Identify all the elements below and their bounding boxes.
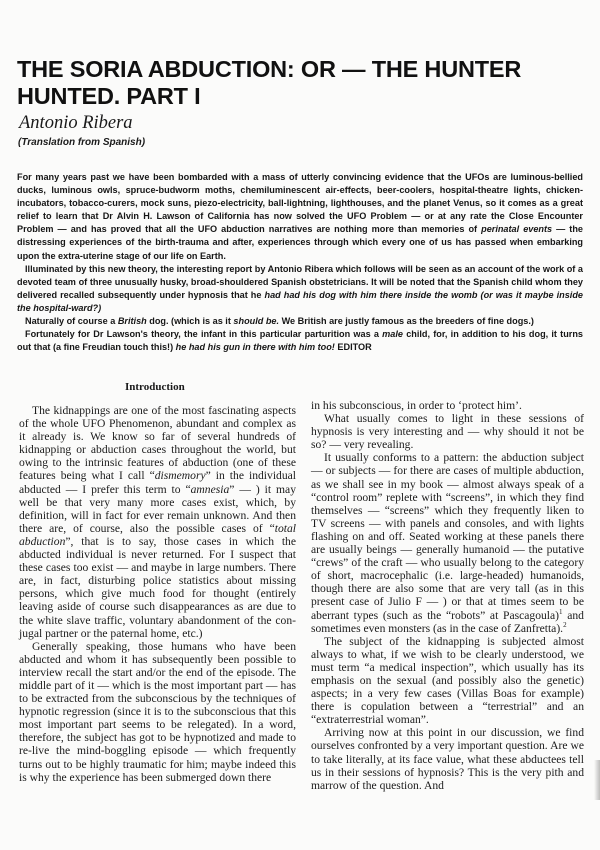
editorial-paragraph (17, 315, 583, 328)
emphasis-text: amnesia (190, 482, 230, 496)
text-run: We British are justly famous as the breeders of fine dogs.) (279, 316, 534, 327)
body-paragraph: Arriving now at this point in our discussion, we find ourselves confronted by a very important question. Are we to take literally, at its face value, what these abductees tell us in their sessions of hypnosis? This is the very pith and marrow of the question. And (311, 726, 584, 792)
text-run: child, for, in addition to his dog, it turns out that (a fine Freudian touch this!) (17, 329, 583, 353)
body-paragraph: Generally speaking, those humans who have been abducted and whom it has subsequently been possible to interview recall the start and/or the end of the episode. The middle part of it — which is the most important part — has to be extracted from the subconscious by the techniques of hypnotic regression (since it is to the subconscious that this most important part seems to be relegated). In a word, therefore, the subject has got to be hypnotized and made to re-live the mind-boggling episode — which frequently turns out to be highly traumatic for him; maybe indeed this is why the experience has been submerged down there (19, 639, 296, 784)
editorial-paragraph (17, 171, 583, 263)
emphasis-text: had had his dog with him there inside the womb (or was it maybe inside the hospital-ward?) (17, 289, 583, 313)
text-run: — the distressing experiences of the birth-trauma and after, experiences through which every one of us has passed when embarking upon the extra-uterine stage of our life on Earth. (17, 224, 583, 261)
emphasis-text: British (117, 316, 147, 327)
emphasis-text: perinatal events (481, 224, 553, 235)
footnote-marker[interactable]: 1 (559, 607, 563, 616)
text-run: ” — ) it may well be that very many more cases exist, which, by definition, will in fact for ever remain unknown. And then there are, of course, also the possible cases of “ (19, 482, 296, 535)
text-run: ”, that is to say, those cases in which the abducted individual is never returned. For I suspect that these cases too exist — and maybe in large numbers. There are, in fact, disturbing police statistics about missing persons, which give much food for thought (entirely leaving aside of course such disappearances as are due to the white slave traffic, voluntary abandonment of the conjugal partner or the paternal home, etc.) (19, 534, 296, 640)
body-paragraph: in his subconscious, in order to ‘protect him’. (311, 399, 522, 412)
text-run: For many years past we have been bombarded with a mass of utterly convincing evidence that the UFOs are luminous-bellied ducks, luminous owls, spruce-budworm moths, chemiluminescent air-effects, beer-coolers, hospital-theatre lights, chicken-incubators, tobacco-curers, mock suns, piezo-electricity, ball-lightning, lighthouses, and the planet Venus, so it comes as a great relief to learn that Dr Alvin H. Lawson of California has now solved the UFO Problem — or at any rate the Close Encounter Problem — and has proved that all the UFO abduction narratives are nothing more than memories of (17, 172, 583, 235)
emphasis-text: total abduction (19, 521, 296, 548)
text-run: dog. (which is as it (146, 316, 234, 327)
text-run: and sometimes even monsters (as in the case of Zanfretta). (311, 608, 584, 635)
text-run: It usually conforms to a pattern: the abduction subject — or subjects — for there are cases of multiple abduction, as we shall see in my book — almost always speak of a “control room” replete with “screens”, in which they find themselves — “screens” which they frequently liken to TV screens — with panels and consoles, and with lights flashing on and off. Seated working at these panels there are usually beings — generally humanoid — the putative “crews” of the craft — who usually belong to the category of short, macrocephalic (i.e. large-headed) humanoids, though there are also some that are very tall (as in this present case of Julio F — ) or that at times seem to be aberrant types (such as the “robots” at Pascagoula) (311, 451, 584, 622)
emphasis-text: should be. (233, 316, 280, 327)
body-paragraph (311, 451, 584, 634)
editorial-paragraph (17, 263, 583, 315)
editorial-paragraph (17, 328, 583, 354)
text-run: Fortunately for Dr Lawson's theory, the infant in this particular parturition was a (25, 329, 383, 340)
emphasis-text: male (382, 329, 403, 340)
text-run: Naturally of course a (25, 316, 118, 327)
body-paragraph: The subject of the kidnapping is subjected almost always to what, if we wish to be clearly understood, we must term “a medical inspection”, which usually has its emphasis on the sexual (and possibly also the genetic) aspects; in a very few cases (Villas Boas for example) there is copulation between a “terrestrial” and an “extraterrestrial woman”. (311, 634, 584, 727)
article-author: Antonio Ribera (19, 113, 133, 133)
section-heading: Introduction (125, 381, 185, 393)
body-paragraph (19, 404, 296, 640)
text-run: ” in the individual abducted — I prefer this term to “ (19, 469, 296, 496)
emphasis-text: he had his gun in there with him too! (175, 342, 335, 353)
text-run: Illuminated by this new theory, the interesting report by Antonio Ribera which follows will be seen as an account of the work of a devoted team of three unusually husky, broad-shouldered Spanish obstetricians. It will be noted that the Spanish child whom they delivered recalled subsequently under hypnosis that he (17, 263, 583, 300)
body-column-left (19, 404, 296, 784)
footnote-marker[interactable]: 2 (563, 620, 567, 629)
translation-note: (Translation from Spanish) (18, 137, 146, 148)
page-edge-shadow (594, 760, 600, 800)
article-title: THE SORIA ABDUCTION: OR — THE HUNTER HUNTED. PART I (17, 56, 522, 109)
body-column-right (311, 399, 584, 792)
body-paragraph: What usually comes to light in these sessions of hypnosis is very interesting and — why should it not be so? — very revealing. (311, 412, 584, 452)
editor-signature: EDITOR (334, 342, 372, 353)
text-run: The kidnappings are one of the most fascinating aspects of the whole UFO Phenomenon, abundant and complex as it already is. We know so far of several hundreds of kidnapping or abduction cases throughout the world, but owing to the intrinsic features of abduction (one of these features being what I call “ (19, 404, 296, 483)
editorial-introduction (17, 171, 583, 354)
emphasis-text: dismemory (154, 469, 206, 483)
